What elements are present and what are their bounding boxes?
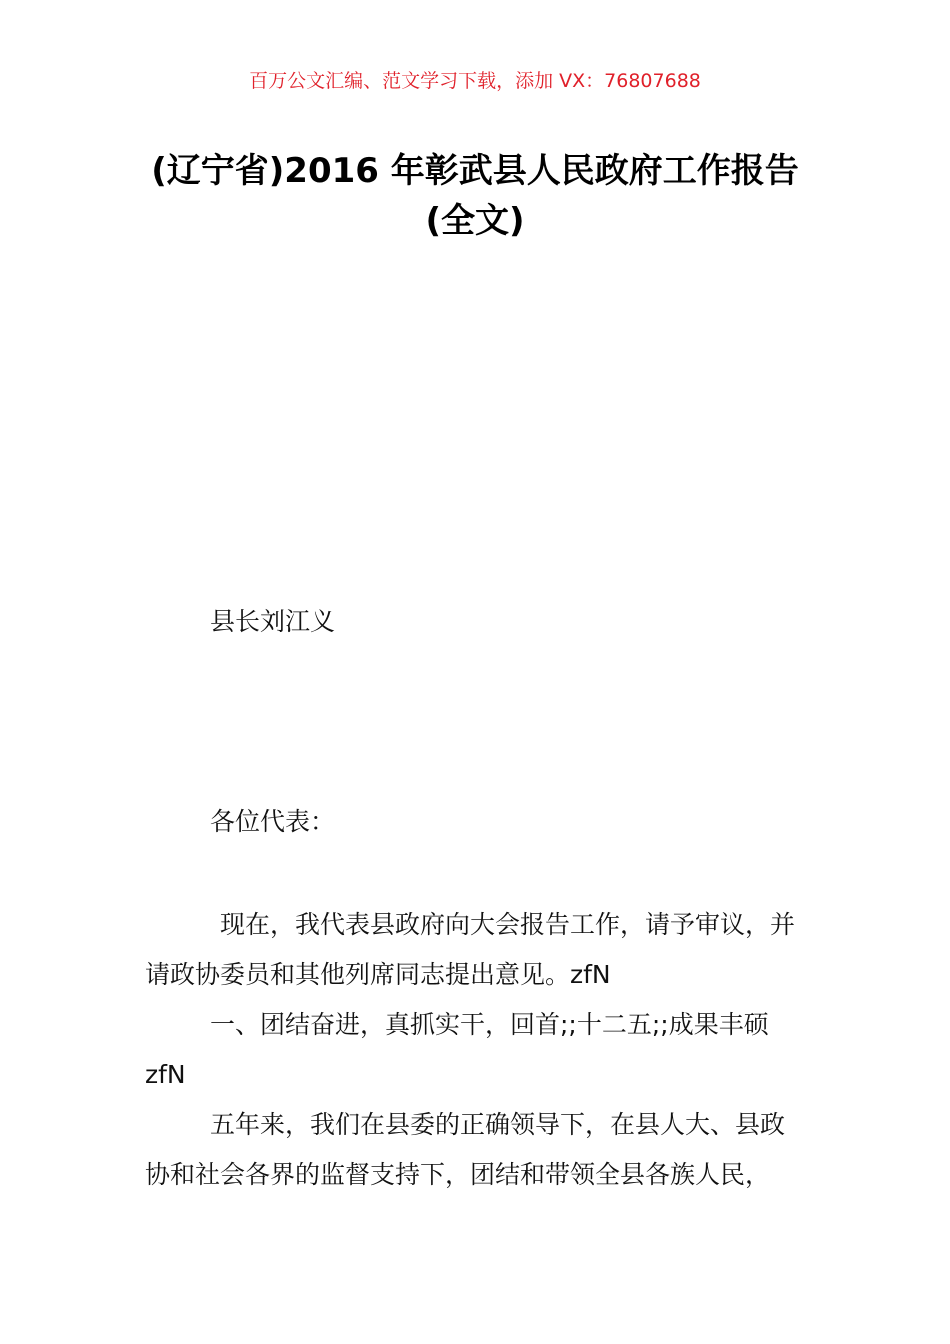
paragraph-2: [145, 1000, 810, 1100]
paragraph-3-line-2: 协和社会各界的监督支持下，团结和带领全县各族人民，: [145, 1160, 771, 1189]
paragraph-3: [145, 1100, 810, 1200]
header-watermark-note: 百万公文汇编、范文学习下载，添加 VX：76807688: [249, 70, 701, 92]
paragraph-1-line-1: 现在，我代表县政府向大会报告工作，请予审议，并: [220, 910, 796, 939]
paragraph-2-line-2: zfN: [145, 1060, 186, 1089]
salutation-line: 各位代表：: [210, 807, 336, 836]
paragraph-2-line-1: 一、团结奋进，真抓实干，回首;;十二五;;成果丰硕: [210, 1010, 769, 1039]
paragraph-3-line-1: 五年来，我们在县委的正确领导下，在县人大、县政: [210, 1110, 786, 1139]
body-text: [145, 900, 810, 1200]
title-line-1: (辽宁省)2016 年彰武县人民政府工作报告: [151, 151, 799, 191]
paragraph-1-line-2: 请政协委员和其他列席同志提出意见。zfN: [145, 960, 611, 989]
author-line: 县长刘江义: [210, 607, 336, 636]
title-line-2: (全文): [425, 201, 525, 241]
document-title: [95, 146, 855, 246]
paragraph-1: [145, 900, 810, 1000]
